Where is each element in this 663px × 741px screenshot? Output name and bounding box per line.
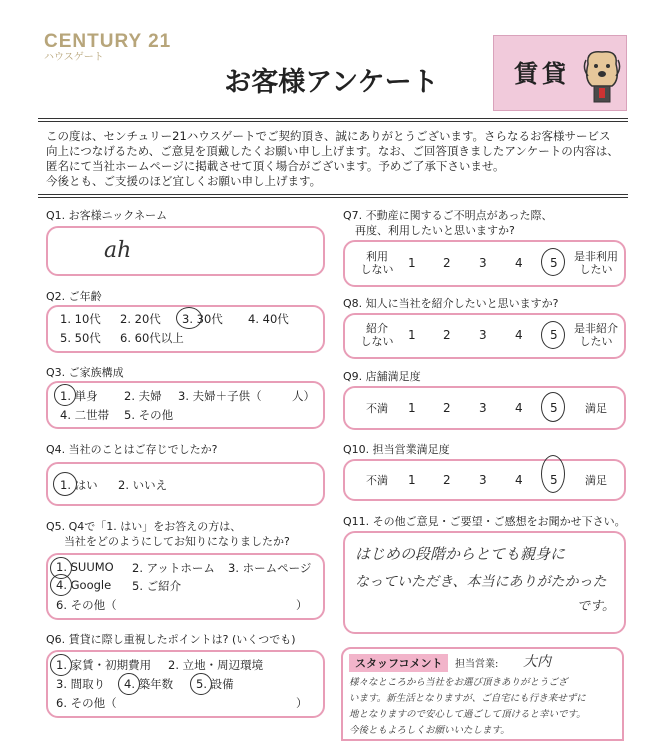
q2-label: Q2. ご年齢 <box>46 290 102 303</box>
q9-low-label: 不満 <box>366 402 388 415</box>
q8-label: Q8. 知人に当社を紹介したいと思いますか? <box>343 297 559 310</box>
q9-scale-box <box>343 386 626 430</box>
q8-low-line-2: しない <box>360 335 394 348</box>
q8-option-4[interactable]: 4 <box>515 328 523 342</box>
staff-comment-line-3: 地となりますので安心して過ごして頂けると幸いです。 <box>349 709 586 720</box>
q6-option-1[interactable]: 1. 家賃・初期費用 <box>56 658 152 672</box>
q4-options-box <box>46 462 325 506</box>
q1-answer: ah <box>104 238 132 263</box>
q1-answer-box[interactable] <box>46 226 325 276</box>
q3-option-1[interactable]: 1. 単身 <box>60 389 98 403</box>
q6-option-3[interactable]: 3. 間取り <box>56 677 106 691</box>
brand-subname: ハウスゲート <box>44 52 104 63</box>
q2-option-4[interactable]: 4. 40代 <box>248 312 289 326</box>
staff-comment-line-2: います。新生活となりますが、ご自宅にも行き来せずに <box>349 693 586 704</box>
q9-option-4[interactable]: 4 <box>515 401 523 415</box>
q7-high-line-1: 是非利用 <box>574 250 618 263</box>
divider-intro <box>38 194 628 195</box>
q5-option-2[interactable]: 2. アットホーム <box>132 561 215 575</box>
q8-low-line-1: 紹介 <box>366 322 388 335</box>
intro-line-1: この度は、センチュリー21ハウスゲートでご契約頂き、誠にありがとうございます。さらなるお客様サービス <box>46 129 611 143</box>
q11-answer-line-2: なっていただき、本当にありがたかった <box>355 574 607 590</box>
q11-answer-line-3: です。 <box>577 599 615 614</box>
q5-option-6[interactable]: 6. その他（ <box>56 598 117 612</box>
q6-options-box <box>46 650 325 718</box>
q8-scale-box <box>343 313 626 359</box>
q4-option-2[interactable]: 2. いいえ <box>118 478 168 492</box>
divider-intro-2 <box>38 197 628 198</box>
brand-name: CENTURY 21 <box>44 31 172 52</box>
q3-selection-mark <box>54 384 76 406</box>
q11-label: Q11. その他ご意見・ご要望・ご感想をお聞かせ下さい。 <box>343 515 626 528</box>
q5-option-1[interactable]: 1. SUUMO <box>56 560 114 574</box>
q8-option-3[interactable]: 3 <box>479 328 487 342</box>
q7-high-label <box>571 250 621 276</box>
q5-selection-mark-4 <box>50 574 72 596</box>
staff-comment-text <box>349 675 586 739</box>
page-title: お客様アンケート <box>224 67 439 98</box>
intro-text <box>46 129 636 189</box>
q5-option-5[interactable]: 5. ご紹介 <box>132 579 182 593</box>
q8-option-5[interactable]: 5 <box>550 328 558 342</box>
q2-option-6[interactable]: 6. 60代以上 <box>120 331 184 345</box>
intro-line-2: 向上につなげるため、ご意見を頂戴したくお願い申し上げます。なお、ご回答頂きましたアンケートの内容は、 <box>46 144 619 158</box>
staff-comment-line-4: 今後ともよろしくお願いいたします。 <box>349 725 510 736</box>
q10-high-label: 満足 <box>585 474 607 487</box>
q3-option-2[interactable]: 2. 夫婦 <box>124 389 162 403</box>
q8-option-2[interactable]: 2 <box>443 328 451 342</box>
q6-selection-mark-4 <box>118 673 140 695</box>
q9-label: Q9. 店舗満足度 <box>343 370 421 383</box>
staff-comment-label: スタッフコメント <box>349 654 448 672</box>
q10-option-3[interactable]: 3 <box>479 473 487 487</box>
staff-rep-label: 担当営業: <box>455 659 499 670</box>
q7-option-4[interactable]: 4 <box>515 256 523 270</box>
q6-option-6-close: ） <box>296 696 308 710</box>
q4-option-1[interactable]: 1. はい <box>60 478 98 492</box>
q7-low-label <box>359 250 395 276</box>
q9-selection-mark <box>541 392 565 422</box>
rental-tag-label: 賃貸 <box>514 60 570 88</box>
q7-option-2[interactable]: 2 <box>443 256 451 270</box>
q3-option-3-unit: 人） <box>292 389 315 403</box>
q5-option-6-close: ） <box>296 598 308 612</box>
q5-option-4[interactable]: 4. Google <box>56 578 112 592</box>
q10-option-1[interactable]: 1 <box>408 473 416 487</box>
q2-selection-mark <box>176 307 202 329</box>
intro-line-3: 匿名にて当社ホームページに掲載させて頂く場合がございます。予めご了承下さいませ。 <box>46 159 505 173</box>
divider-top-2 <box>38 121 628 122</box>
q3-option-4[interactable]: 4. 二世帯 <box>60 408 110 422</box>
q11-answer-box[interactable] <box>343 531 626 634</box>
staff-comment-line-1: 様々なところから当社をお選び頂きありがとうござ <box>349 677 568 688</box>
q11-answer-line-1: はじめの段階からとても親身に <box>355 545 566 563</box>
q9-option-5[interactable]: 5 <box>550 401 558 415</box>
q1-label: Q1. お客様ニックネーム <box>46 209 168 222</box>
q7-low-line-1: 利用 <box>366 250 388 263</box>
q6-option-4[interactable]: 4. 築年数 <box>124 677 174 691</box>
staff-comment-box <box>341 647 624 741</box>
q4-selection-mark <box>53 472 77 496</box>
q2-option-5[interactable]: 5. 50代 <box>60 331 101 345</box>
q3-option-5[interactable]: 5. その他 <box>124 408 174 422</box>
q7-high-line-2: したい <box>579 263 613 276</box>
q5-label-line-1: Q5. Q4で「1. はい」をお答えの方は、 <box>46 520 242 533</box>
q7-option-3[interactable]: 3 <box>479 256 487 270</box>
q6-option-5[interactable]: 5. 設備 <box>196 677 234 691</box>
q9-option-3[interactable]: 3 <box>479 401 487 415</box>
q3-options-box <box>46 381 325 429</box>
q5-options-box <box>46 553 325 620</box>
q7-scale-box <box>343 240 626 287</box>
q6-selection-mark-1 <box>50 654 72 676</box>
staff-rep-name: 大内 <box>523 654 551 670</box>
q9-option-2[interactable]: 2 <box>443 401 451 415</box>
q10-option-4[interactable]: 4 <box>515 473 523 487</box>
q10-low-label: 不満 <box>366 474 388 487</box>
q8-selection-mark <box>541 321 565 349</box>
q6-label: Q6. 賃貸に際し重視したポイントは? (いくつでも) <box>46 633 296 646</box>
rental-tag <box>493 35 627 111</box>
divider-top <box>38 118 628 119</box>
q7-selection-mark <box>541 248 565 276</box>
intro-line-4: 今後とも、ご支援のほど宜しくお願い申し上げます。 <box>46 174 322 188</box>
q2-option-1[interactable]: 1. 10代 <box>60 312 101 326</box>
q6-option-6[interactable]: 6. その他（ <box>56 696 117 710</box>
q2-option-3[interactable]: 3. 30代 <box>182 312 223 326</box>
q7-option-1[interactable]: 1 <box>408 256 416 270</box>
q7-label-line-1: Q7. 不動産に関するご不明点があった際、 <box>343 209 553 222</box>
q5-option-3[interactable]: 3. ホームページ <box>228 561 312 575</box>
q3-label: Q3. ご家族構成 <box>46 366 124 379</box>
q8-high-line-2: したい <box>579 335 613 348</box>
q9-option-1[interactable]: 1 <box>408 401 416 415</box>
q10-selection-mark <box>541 455 565 493</box>
q2-options-box <box>46 305 325 353</box>
q3-option-3[interactable]: 3. 夫婦＋子供（ <box>178 389 262 403</box>
q7-label-line-2: 再度、利用したいと思いますか? <box>355 224 515 237</box>
q9-high-label: 満足 <box>585 402 607 415</box>
q2-option-2[interactable]: 2. 20代 <box>120 312 161 326</box>
q7-option-5[interactable]: 5 <box>550 256 558 270</box>
q10-option-5[interactable]: 5 <box>550 473 558 487</box>
q7-low-line-2: しない <box>360 263 394 276</box>
q10-label: Q10. 担当営業満足度 <box>343 443 450 456</box>
dog-mascot-icon <box>582 46 622 106</box>
q4-label: Q4. 当社のことはご存じでしたか? <box>46 443 218 456</box>
q10-scale-box <box>343 459 626 501</box>
q8-high-line-1: 是非紹介 <box>574 322 618 335</box>
q8-low-label <box>359 322 395 348</box>
q5-label-line-2: 当社をどのようにしてお知りになりましたか? <box>64 535 290 548</box>
q6-selection-mark-5 <box>190 673 212 695</box>
q10-option-2[interactable]: 2 <box>443 473 451 487</box>
q8-high-label <box>571 322 621 348</box>
q6-option-2[interactable]: 2. 立地・周辺環境 <box>168 658 264 672</box>
q8-option-1[interactable]: 1 <box>408 328 416 342</box>
